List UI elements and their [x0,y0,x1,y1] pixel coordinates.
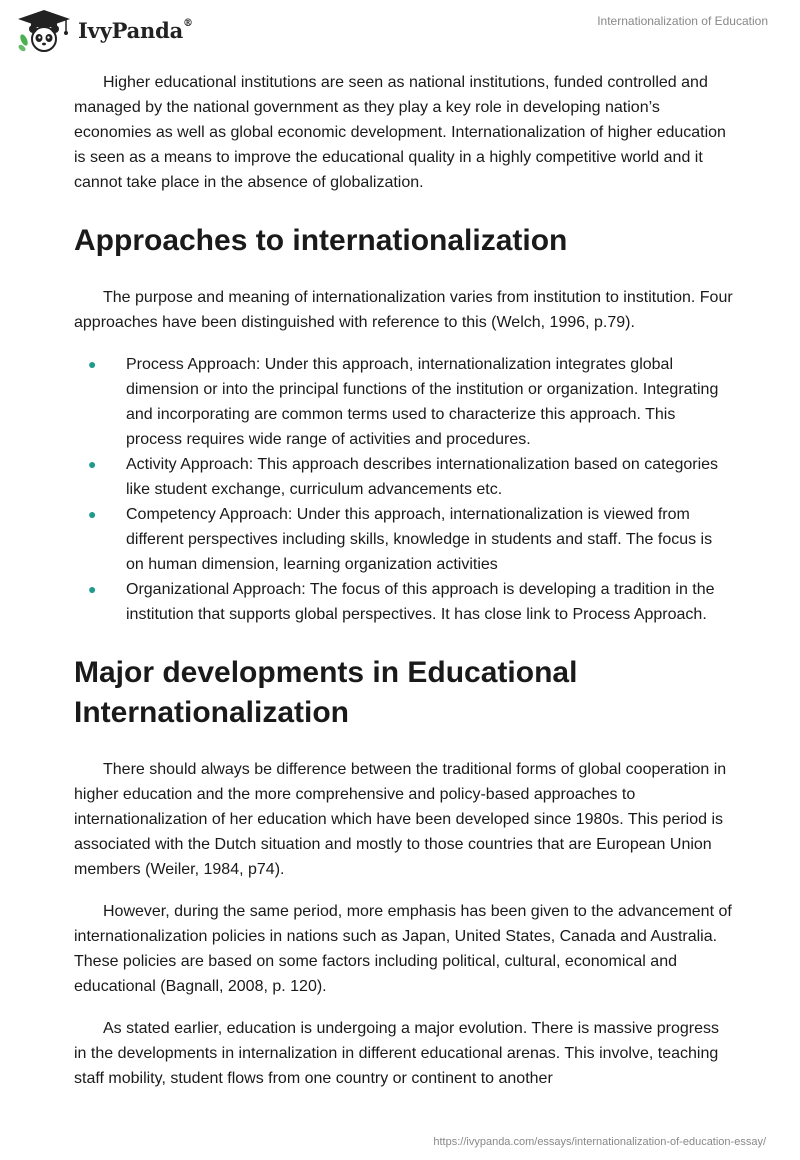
developments-paragraph: As stated earlier, education is undergoing a major evolution. There is massive progress in the developments in internalization in different educational arenas. This involve, teaching staff mobility, student flows from one country or continent to another [74,1020,720,1087]
panda-graduate-icon [16,8,72,52]
source-url[interactable]: https://ivypanda.com/essays/internationalization-of-education-essay/ [433,1136,766,1148]
brand-name: IvyPanda® [78,17,193,43]
list-item: ● Competency Approach: Under this approach, internationalization is viewed from different perspectives including skills, knowledge in students and staff. The focus is on human dimension, learning organization activities [74,502,734,577]
list-item: ● Process Approach: Under this approach, internationalization integrates global dimension or into the principal functions of the institution or organization. Integrating and incorporating are common terms used to characterize this approach. This process requires wide range of activities and procedures. [74,352,734,452]
page-header [0,0,800,64]
bullet-icon: ● [88,506,97,522]
section-heading-approaches: Approaches to internationalization [74,224,568,257]
developments-paragraph: There should always be difference between the traditional forms of global cooperation in higher education and the more comprehensive and policy-based approaches to internationalization of her education which have been developed since 1980s. This period is associated with the Dutch situation and mostly to those countries that are European Union members (Weiler, 1984, p74). [74,761,727,878]
intro-paragraph: Higher educational institutions are seen as national institutions, funded controlled and managed by the national government as they play a key role in developing nation’s economies as well as global economic development. Internationalization of higher education is seen as a means to improve the educational quality in a highly competitive world and it cannot take place in the absence of globalization. [74,74,726,191]
approaches-list [74,352,734,627]
bullet-icon: ● [88,456,97,472]
ivypanda-logo[interactable] [16,8,193,52]
section-heading-developments: Major developments in Educational Internationalization [74,656,578,729]
list-item: ● Organizational Approach: The focus of this approach is developing a tradition in the institution that supports global perspectives. It has close link to Process Approach. [74,577,734,627]
document-title: Internationalization of Education [597,14,768,28]
list-item: ● Activity Approach: This approach describes internationalization based on categories like student exchange, curriculum advancements etc. [74,452,734,502]
approaches-paragraph: The purpose and meaning of internationalization varies from institution to institution. Four approaches have been distinguished with reference to this (Welch, 1996, p.79). [74,289,733,331]
developments-paragraph: However, during the same period, more emphasis has been given to the advancement of internationalization policies in nations such as Japan, United States, Canada and Australia. These policies are based on some factors including political, cultural, economical and educational (Bagnall, 2008, p. 120). [74,903,732,995]
bullet-icon: ● [88,356,97,372]
essay-body [74,70,734,1108]
bullet-icon: ● [88,581,97,597]
